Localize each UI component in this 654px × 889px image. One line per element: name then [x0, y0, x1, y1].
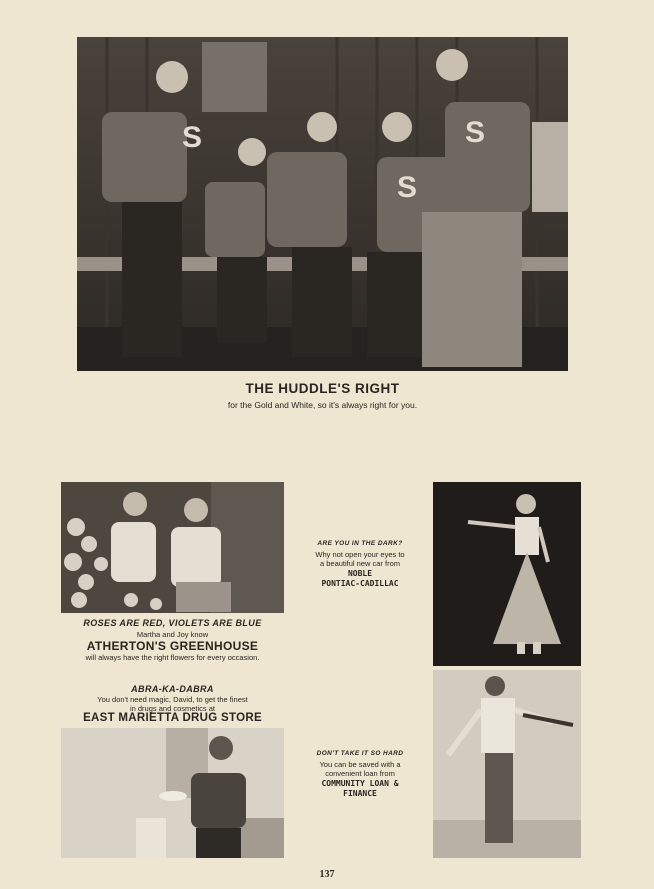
- svg-text:S: S: [397, 171, 418, 204]
- svg-text:S: S: [182, 121, 203, 154]
- huddle-subline: for the Gold and White, so it's always right for you.: [227, 400, 418, 410]
- cadillac-line1: Why not open your eyes to: [315, 550, 405, 559]
- cadillac-line2: a beautiful new car from: [319, 559, 401, 568]
- greenhouse-line2: will always have the right flowers for every occasion.: [85, 653, 260, 662]
- cadillac-sponsor-name: NOBLE: [347, 569, 373, 578]
- drugstore-line2: in drugs and cosmetics at: [129, 704, 216, 713]
- loan-headline: DON'T TAKE IT SO HARD: [316, 750, 404, 757]
- greenhouse-sponsor: ATHERTON'S GREENHOUSE: [86, 639, 259, 653]
- drugstore-sponsor: EAST MARIETTA DRUG STORE: [83, 712, 262, 724]
- cadillac-headline: ARE YOU IN THE DARK?: [317, 540, 403, 547]
- svg-text:S: S: [465, 116, 486, 149]
- boy-with-bat-photo: [433, 670, 581, 858]
- loan-line2: convenient loan from: [325, 769, 395, 778]
- drugstore-line1: You don't need magic, David, to get the finest: [97, 695, 248, 704]
- greenhouse-headline: ROSES ARE RED, VIOLETS ARE BLUE: [83, 618, 262, 628]
- drugstore-headline: ABRA-KA-DABRA: [131, 684, 214, 694]
- girl-in-dress-photo: [433, 482, 581, 666]
- greenhouse-line1: Martha and Joy know: [136, 630, 209, 639]
- huddle-group-photo: [77, 37, 568, 371]
- greenhouse-photo: [61, 482, 284, 613]
- loan-sponsor-line2: FINANCE: [343, 789, 377, 798]
- loan-line1: You can be saved with a: [319, 760, 401, 769]
- page-number: 137: [319, 869, 335, 880]
- cadillac-sponsor-company: PONTIAC-CADILLAC: [321, 579, 399, 588]
- huddle-headline: THE HUDDLE'S RIGHT: [245, 381, 400, 396]
- loan-sponsor-line1: COMMUNITY LOAN &: [321, 779, 399, 788]
- drugstore-photo: [61, 728, 284, 858]
